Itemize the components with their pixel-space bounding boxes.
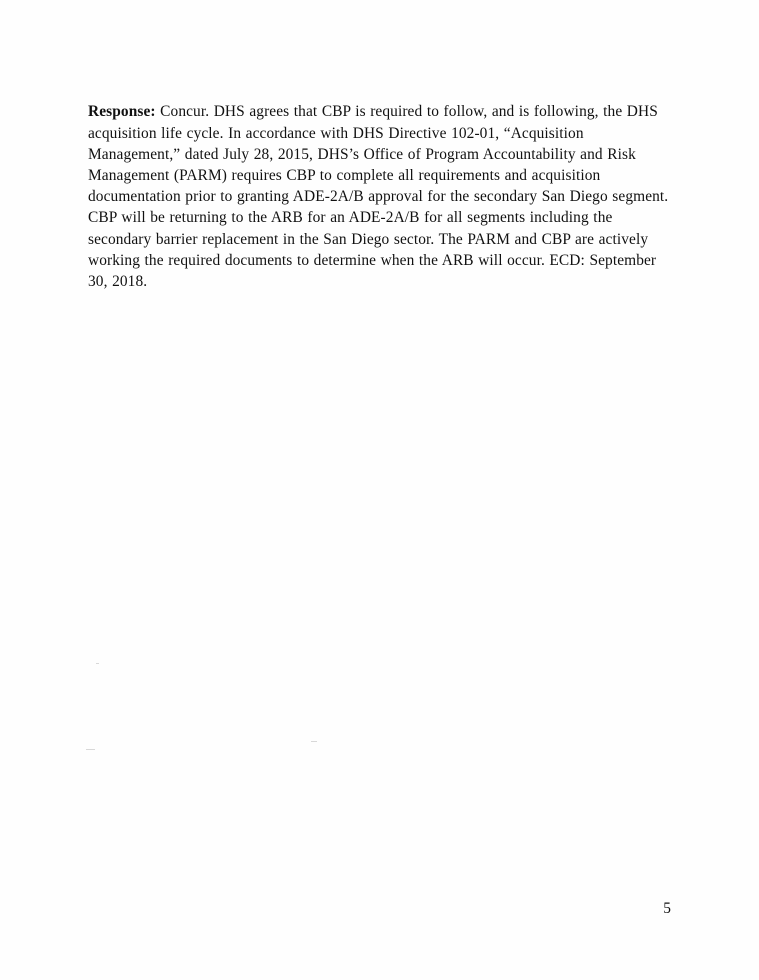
scan-artifact-speck (86, 749, 95, 750)
scan-artifact-speck (96, 663, 99, 664)
response-paragraph-block (88, 86, 671, 308)
response-label: Response: (88, 103, 156, 121)
scan-artifact-speck (311, 741, 317, 742)
page-number: 5 (663, 900, 671, 917)
response-body-text: Concur. DHS agrees that CBP is required to follow, and is following, the DHS acquisition life cycle. In accordance with DHS Directive 102-01, “Acquisition Management,” dated July 28, 2015, DHS’s Office of Program Accountability and Risk Management (PARM) requires CBP to complete all requirements and acquisition documentation prior to granting ADE-2A/B approval for the secondary San Diego segment. CBP will be returning to the ARB for an ADE-2A/B for all segments including the secondary barrier replacement in the San Diego sector. The PARM and CBP are actively working the required documents to determine when the ARB will occur. ECD: September 30, 2018. (88, 103, 669, 291)
response-paragraph (88, 101, 671, 292)
